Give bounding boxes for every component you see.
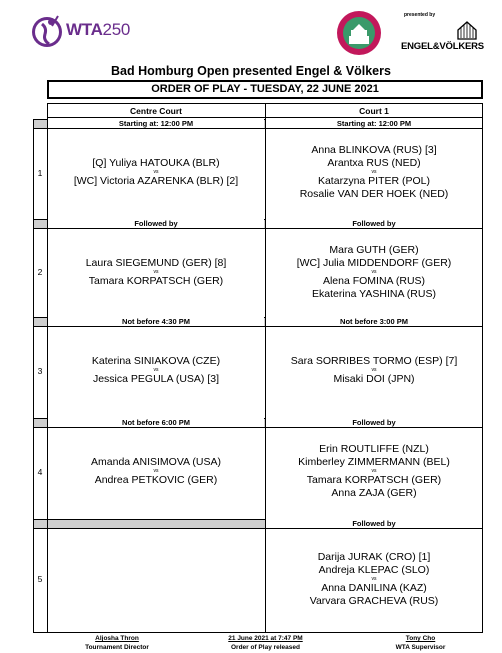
column-divider <box>265 103 266 632</box>
match-cell <box>47 456 265 487</box>
signature-name: Tony Cho <box>405 635 436 642</box>
match-cell <box>265 144 483 201</box>
player-name: Sara SORRIBES TORMO (ESP) [7] <box>290 355 458 367</box>
player-name: Tamara KORPATSCH (GER) <box>88 274 224 287</box>
vs-label: vs <box>371 169 377 175</box>
bad-homburg-open-logo <box>335 6 383 58</box>
player-name: Laura SIEGEMUND (GER) [8] <box>85 256 227 269</box>
sponsor-name: ENGEL&VÖLKERS <box>401 41 484 52</box>
match-cell <box>47 157 265 188</box>
player-name: [Q] Yuliya HATOUKA (BLR) <box>92 157 220 169</box>
player-name: Anna ZAJA (GER) <box>331 487 417 499</box>
player-name: Darija JURAK (CRO) [1] <box>317 550 431 563</box>
player-name: Katarzyna PITER (POL) <box>317 175 431 187</box>
player-name: Anna BLINKOVA (RUS) [3] <box>311 144 437 156</box>
player-name: Alena FOMINA (RUS) <box>322 274 426 287</box>
signature-name: Aljosha Thron <box>95 635 139 642</box>
row-number: 2 <box>37 267 43 277</box>
signature-role: WTA Supervisor <box>395 644 446 651</box>
column-divider <box>482 103 483 632</box>
column-divider <box>33 119 34 632</box>
match-cell <box>265 244 483 301</box>
start-time-label: Starting at: 12:00 PM <box>48 119 264 128</box>
start-time-label: Not before 3:00 PM <box>266 317 482 326</box>
player-name: Erin ROUTLIFFE (NZL) <box>319 443 429 455</box>
vs-label: vs <box>153 268 159 275</box>
player-name: Tamara KORPATSCH (GER) <box>306 474 442 486</box>
player-name: Mara GUTH (GER) <box>329 243 419 256</box>
start-time-label: Followed by <box>48 219 264 228</box>
signature-role: Order of Play released <box>230 644 300 651</box>
footer-signature-1 <box>47 634 187 652</box>
row-number: 5 <box>37 574 43 584</box>
match-cell <box>47 355 265 386</box>
row-number: 4 <box>37 466 43 477</box>
sponsor-presented-label: presented by <box>404 12 436 18</box>
player-name: Anna DANILINA (KAZ) <box>321 581 427 594</box>
sponsor-block <box>400 12 485 54</box>
start-time-label: Not before 4:30 PM <box>48 317 264 326</box>
row-number: 1 <box>37 167 43 178</box>
wta-250-logo <box>30 8 170 52</box>
vs-label: vs <box>371 468 377 474</box>
player-name: Andrea PETKOVIC (GER) <box>94 474 218 486</box>
player-name: Rosalie VAN DER HOEK (NED) <box>299 188 449 200</box>
vs-label: vs <box>371 367 377 373</box>
player-name: Kimberley ZIMMERMANN (BEL) <box>298 456 450 468</box>
vs-label: vs <box>153 468 159 474</box>
court-header-1: Centre Court <box>47 103 265 118</box>
vs-label: vs <box>153 169 159 175</box>
start-time-label: Starting at: 12:00 PM <box>266 119 482 128</box>
player-name: Ekaterina YASHINA (RUS) <box>312 287 436 300</box>
court-header-2: Court 1 <box>265 103 483 118</box>
match-cell <box>265 443 483 500</box>
start-time-label: Followed by <box>266 418 482 427</box>
order-of-play-heading: ORDER OF PLAY - TUESDAY, 22 JUNE 2021 <box>47 80 483 99</box>
wta-player-icon <box>30 10 64 50</box>
footer-signature-2 <box>193 634 338 652</box>
start-time-label: Followed by <box>266 219 482 228</box>
player-name: [WC] Victoria AZARENKA (BLR) [2] <box>73 175 239 187</box>
house-icon <box>456 19 478 41</box>
match-cell <box>265 355 483 386</box>
player-name: Jessica PEGULA (USA) [3] <box>92 373 220 385</box>
footer-signature-3 <box>358 634 483 652</box>
column-divider <box>47 103 48 632</box>
player-name: Varvara GRACHEVA (RUS) <box>309 594 439 607</box>
match-cell <box>47 257 265 288</box>
player-name: Misaki DOI (JPN) <box>333 373 415 385</box>
row-number: 3 <box>37 365 43 376</box>
player-name: Andreja KLEPAC (SLO) <box>318 563 430 576</box>
wta-wordmark: WTA250 <box>66 20 131 39</box>
signature-name: 21 June 2021 at 7:47 PM <box>228 635 303 642</box>
player-name: Arantxa RUS (NED) <box>327 157 421 169</box>
vs-label: vs <box>371 575 377 582</box>
order-of-play-sheet <box>33 80 483 653</box>
vs-label: vs <box>153 367 159 373</box>
start-time-label: Followed by <box>266 519 482 528</box>
player-name: [WC] Julia MIDDENDORF (GER) <box>296 256 452 269</box>
match-cell <box>265 551 483 608</box>
player-name: Katerina SINIAKOVA (CZE) <box>91 355 221 367</box>
vs-label: vs <box>371 268 377 275</box>
player-name: Amanda ANISIMOVA (USA) <box>91 456 221 468</box>
start-time-label: Not before 6:00 PM <box>48 418 264 427</box>
page-title: Bad Homburg Open presented Engel & Völkers <box>111 64 391 78</box>
signature-role: Tournament Director <box>85 644 149 651</box>
footer-signatures <box>33 632 483 653</box>
